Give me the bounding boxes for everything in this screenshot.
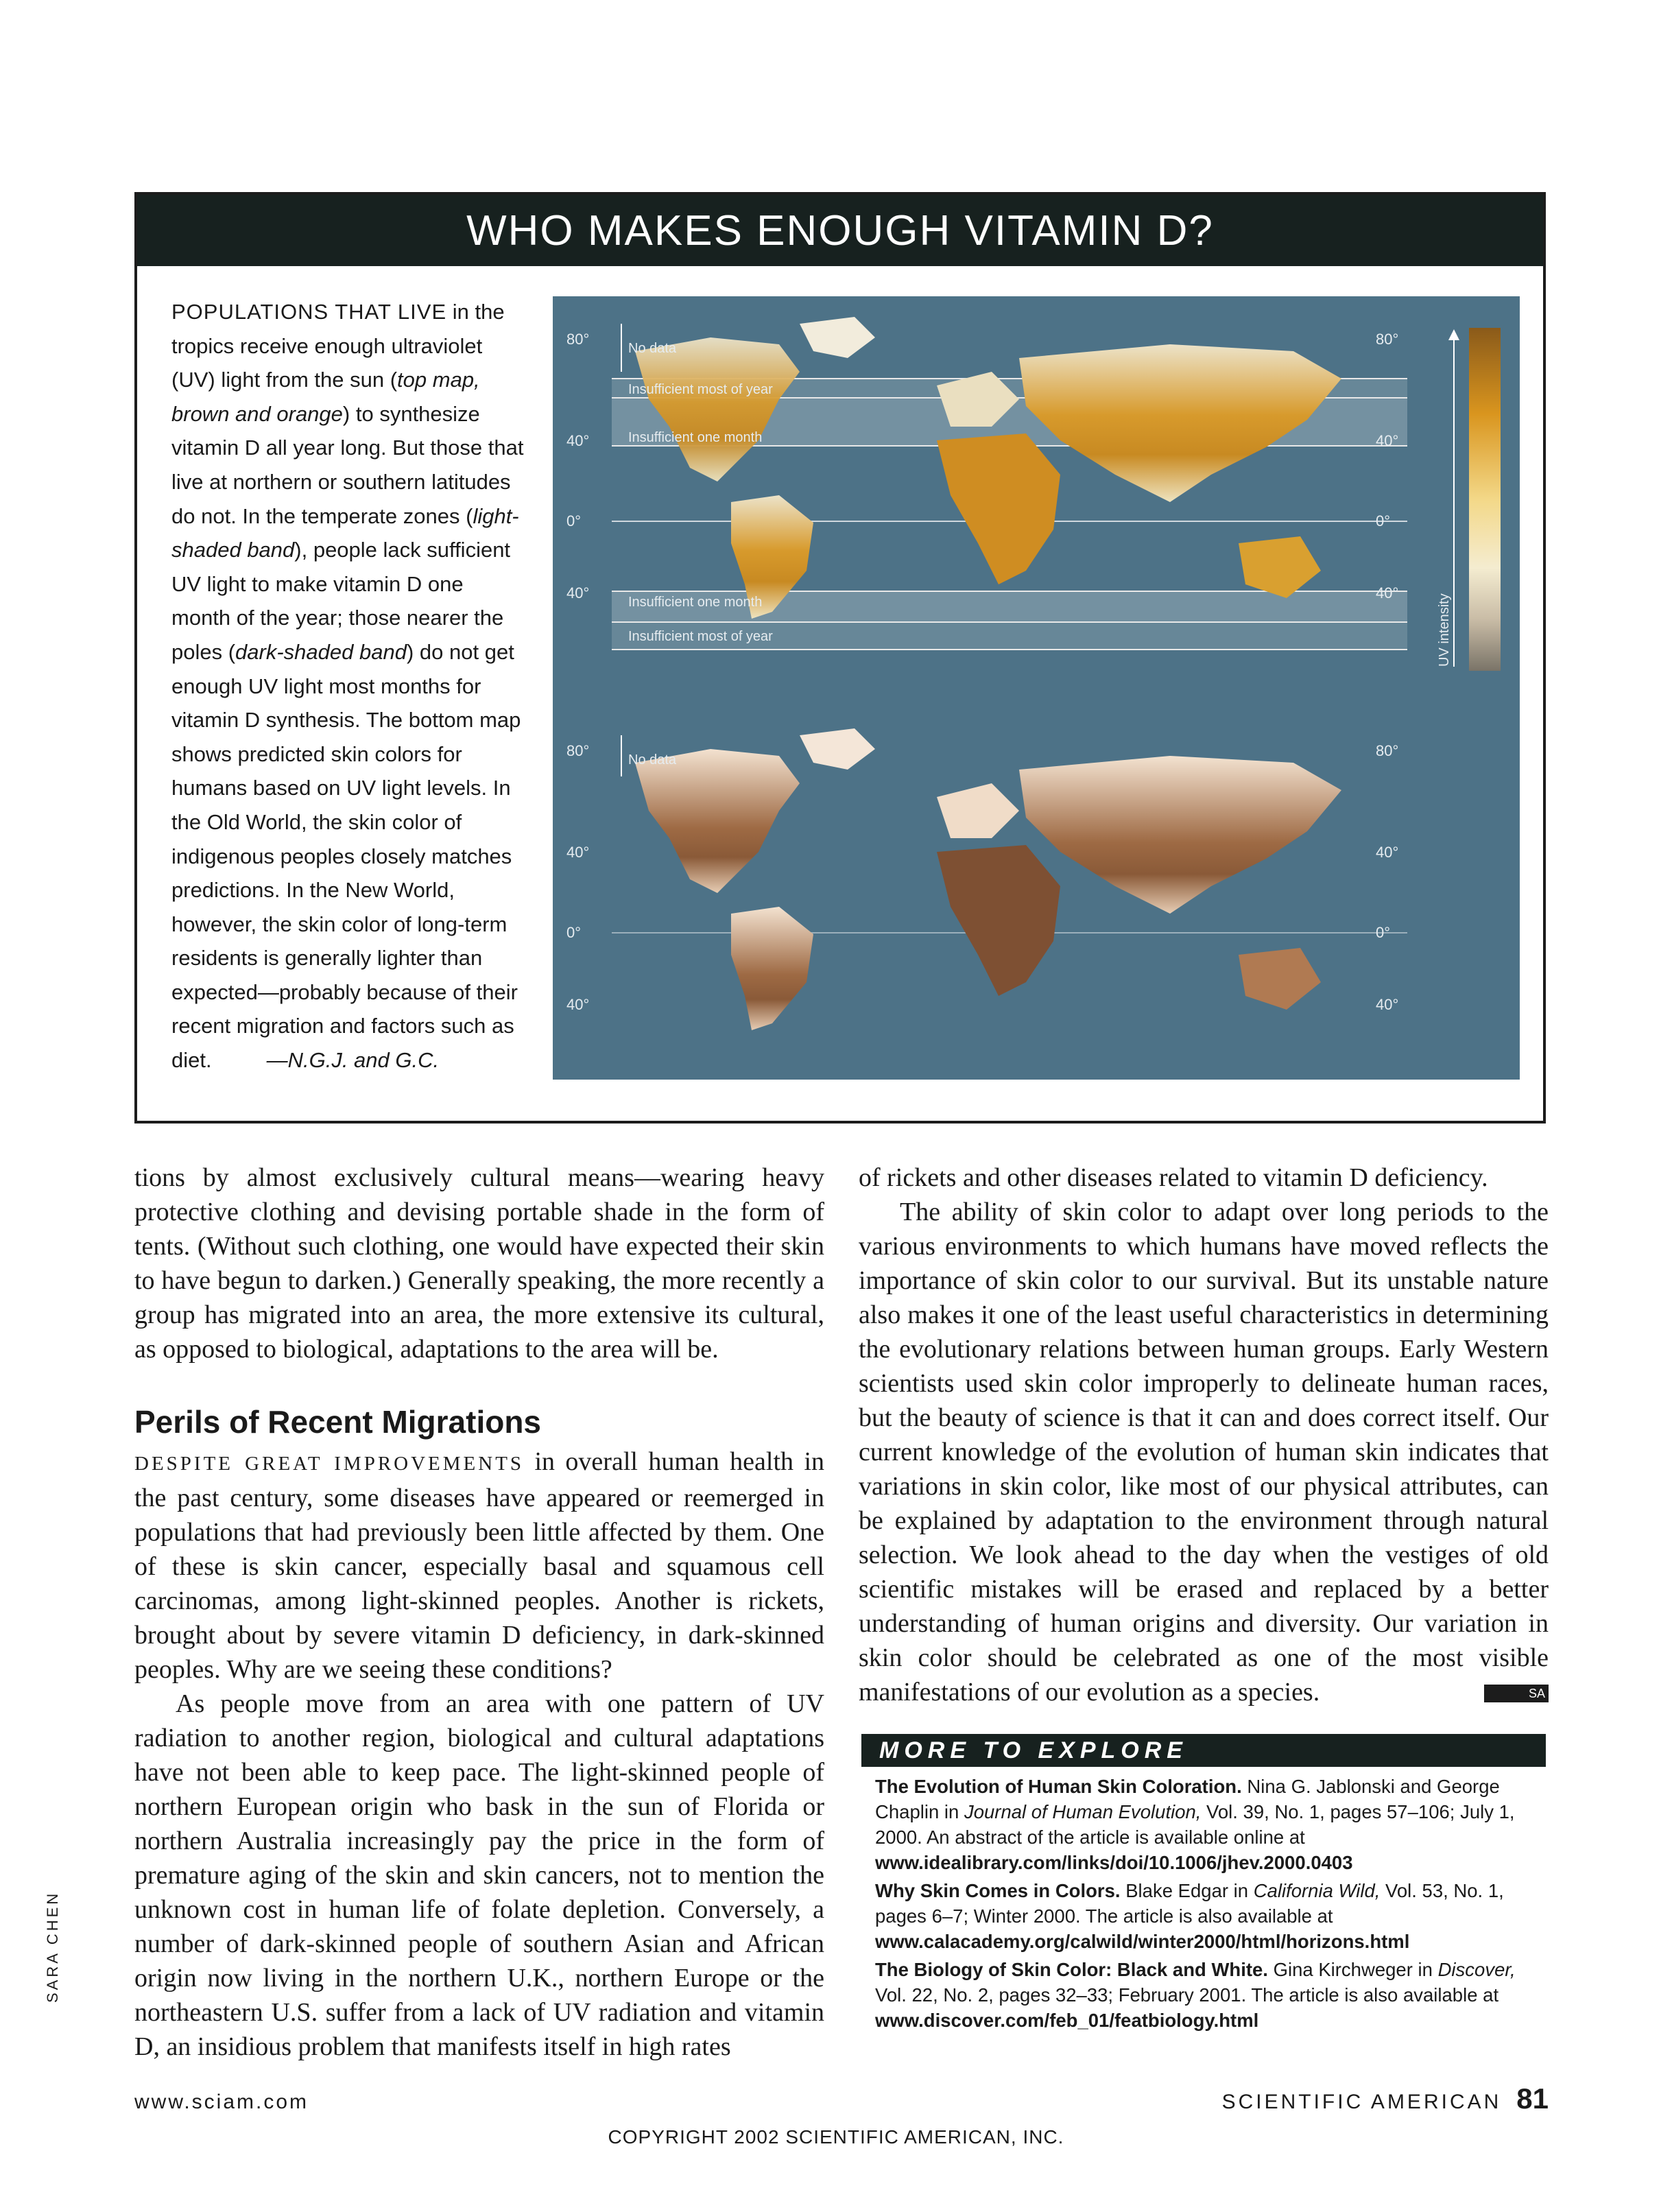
- section-heading: Perils of Recent Migrations: [134, 1404, 542, 1440]
- paragraph-lead: DESPITE GREAT IMPROVEMENTS: [134, 1453, 525, 1475]
- north-america-skin: [635, 749, 800, 893]
- ref-url[interactable]: www.idealibrary.com/links/doi/10.1006/jhev.2000.0403: [875, 1852, 1353, 1873]
- band-label-1: Insufficient most of year: [628, 382, 773, 397]
- top-rlat-40n: 40°: [1376, 432, 1399, 449]
- magazine-name: SCIENTIFIC AMERICAN: [1221, 2091, 1502, 2113]
- left-paragraph-2: [134, 1444, 824, 1687]
- left-paragraph-3: As people move from an area with one pattern of UV radiation to another region, biological and cultural adaptations have not been able to keep pace. The light-skinned people of northern European origin who bask in the sun of Florida or northern Australia increasingly pay the price in the form of premature aging of the skin and skin cancers, not to mention the unknown cost in human life of folate depletion. Conversely, a number of dark-skinned people of southern Asian and African origin now living in the northern U.K., northern Europe or the northeastern U.S. suffer from a lack of UV radiation and vitamin D, an insidious problem that manifests itself in high rates: [134, 1689, 824, 2061]
- top-rlat-0: 0°: [1376, 512, 1391, 530]
- band-label-4: Insufficient most of year: [628, 629, 773, 644]
- page-number: 81: [1516, 2082, 1549, 2115]
- photo-credit: SARA CHEN: [44, 1890, 61, 2003]
- ref-journal: California Wild,: [1253, 1880, 1381, 1901]
- top-lat-40n: 40°: [566, 432, 590, 449]
- right-column: [859, 1161, 1549, 1709]
- footer-magazine: [1222, 2082, 1549, 2115]
- left-paragraph-2-text: in overall human health in the past century, some diseases have appeared or reemerged in populations that had previously been little affected by them. One of these is skin cancer, especially basal and squamous cell carcinomas, among light-skinned peoples. Another is rickets, brought about by severe vitamin D deficiency, in dark-skinned peoples. Why are we seeing these conditions?: [134, 1447, 825, 1684]
- ref-details: Vol. 22, No. 2, pages 32–33; February 2001. The article is also available at: [875, 1984, 1499, 2006]
- asia-skin: [1019, 756, 1341, 914]
- caption-lead: POPULATIONS THAT LIVE: [171, 300, 447, 324]
- bottom-lat-80: 80°: [566, 742, 590, 759]
- right-paragraph-2: [859, 1195, 1549, 1709]
- greenland-skin: [800, 728, 875, 770]
- ref-authors: Nina G. Jablonski and George Chaplin in: [875, 1776, 1500, 1822]
- band-label-3: Insufficient one month: [628, 595, 763, 610]
- top-rlat-40s: 40°: [1376, 584, 1399, 602]
- top-lat-0: 0°: [566, 512, 582, 530]
- reference-item: [875, 1878, 1532, 1954]
- africa: [937, 433, 1060, 584]
- bottom-rlat-40n: 40°: [1376, 844, 1399, 861]
- top-lat-80: 80°: [566, 331, 590, 348]
- bottom-rlat-40s: 40°: [1376, 996, 1399, 1013]
- asia: [1019, 344, 1341, 502]
- footer-site[interactable]: www.sciam.com: [134, 2091, 309, 2113]
- top-map: [566, 317, 1501, 671]
- more-to-explore: [861, 1734, 1546, 2036]
- sidebar-box: [134, 192, 1546, 1123]
- ref-url[interactable]: www.calacademy.org/calwild/winter2000/html/horizons.html: [875, 1931, 1410, 1952]
- ref-title: Why Skin Comes in Colors.: [875, 1880, 1121, 1901]
- greenland: [800, 317, 875, 358]
- world-maps: [553, 296, 1520, 1080]
- bottom-no-data: No data: [628, 752, 677, 768]
- uv-legend-arrowhead: [1448, 329, 1459, 340]
- australia-skin: [1239, 948, 1321, 1010]
- bottom-rlat-0: 0°: [1376, 924, 1391, 941]
- ref-details: Vol. 39, No. 1, pages 57–106; July 1, 2000. An abstract of the article is available online at: [875, 1801, 1515, 1848]
- band-label-2: Insufficient one month: [628, 430, 763, 445]
- bottom-map: [566, 728, 1407, 1030]
- maps-svg: [553, 296, 1520, 1080]
- box-caption: [171, 295, 528, 1078]
- ref-url[interactable]: www.discover.com/feb_01/featbiology.html: [875, 2010, 1259, 2031]
- uv-legend-label: UV intensity: [1437, 593, 1452, 667]
- top-lat-40s: 40°: [566, 584, 590, 602]
- uv-legend-bar: [1469, 328, 1501, 671]
- caption-italic-1: top map, brown and orange: [171, 368, 480, 426]
- caption-text-1: in the tropics receive enough ultraviolet (UV) light from the sun (: [171, 300, 505, 392]
- ref-details: Vol. 53, No. 1, pages 6–7; Winter 2000. The article is also available at: [875, 1880, 1504, 1927]
- reference-list: [861, 1767, 1546, 2033]
- top-rlat-80: 80°: [1376, 331, 1399, 348]
- caption-text-2: ) to synthesize vitamin D all year long. But those that live at northern or southern latitudes do not. In the temperate zones (: [171, 401, 524, 528]
- ref-journal: Discover,: [1437, 1959, 1516, 1980]
- more-to-explore-title: MORE TO EXPLORE: [861, 1734, 1546, 1767]
- bottom-lat-40n: 40°: [566, 844, 590, 861]
- left-paragraph-1: tions by almost exclusively cultural means—wearing heavy protective clothing and devising portable shade in the form of tents. (Without such clothing, one would have expected their skin to have begun to darken.) Generally speaking, the more recently a group has migrated into an area, the more extensive its cultural, as opposed to biological, adaptations to the area will be.: [134, 1163, 824, 1364]
- copyright: COPYRIGHT 2002 SCIENTIFIC AMERICAN, INC.: [608, 2126, 1064, 2148]
- europe-skin: [937, 783, 1019, 838]
- caption-credit: —N.G.J. and G.C.: [266, 1048, 440, 1073]
- australia: [1239, 536, 1321, 598]
- ref-authors: Blake Edgar in: [1120, 1880, 1254, 1901]
- ref-title: The Evolution of Human Skin Coloration.: [875, 1776, 1242, 1797]
- caption-italic-3: dark-shaded band: [235, 639, 407, 664]
- left-column: [134, 1161, 824, 2064]
- africa-skin: [937, 845, 1060, 996]
- end-mark: SA: [1484, 1685, 1549, 1702]
- ref-authors: Gina Kirchweger in: [1267, 1959, 1438, 1980]
- right-paragraph-2-text: The ability of skin color to adapt over long periods to the various environments to which humans have moved reflects the importance of skin color to our survival. But its unstable nature also makes it one of the least useful characteristics in determining the evolutionary relations between human groups. Early Western scientists used skin color improperly to delineate human races, but the beauty of science is that it can and does correct itself. Our current knowledge of the evolution of human skin indicates that variations in skin color, like most of our physical attributes, can be explained by adaptation to the environment through natural selection. We look ahead to the day when the vestiges of old scientific mistakes will be erased and replaced by a better understanding of human origins and diversity. Our variation in skin color should be celebrated as one of the most visible manifestations of our evolution as a species.: [859, 1198, 1549, 1706]
- caption-italic-2: light-shaded band: [171, 503, 519, 562]
- top-no-data: No data: [628, 341, 677, 356]
- caption-text-3: ), people lack sufficient UV light to make vitamin D one month of the year; those nearer the poles (: [171, 538, 511, 664]
- right-paragraph-1: of rickets and other diseases related to vitamin D deficiency.: [859, 1163, 1488, 1192]
- south-america-skin: [731, 907, 813, 1030]
- bottom-rlat-80: 80°: [1376, 742, 1399, 759]
- ref-title: The Biology of Skin Color: Black and White.: [875, 1959, 1268, 1980]
- reference-item: [875, 1774, 1532, 1875]
- box-title: WHO MAKES ENOUGH VITAMIN D?: [137, 195, 1543, 266]
- bottom-lat-40s: 40°: [566, 996, 590, 1013]
- ref-journal: Journal of Human Evolution,: [964, 1801, 1202, 1822]
- bottom-lat-0: 0°: [566, 924, 582, 941]
- reference-item: [875, 1957, 1532, 2033]
- caption-text-4: ) do not get enough UV light most months for vitamin D synthesis. The bottom map shows predicted skin colors for humans based on UV light levels. In the Old World, the skin color of indigenous peoples closely matches predictions. In the New World, however, the skin color of long-term residents is generally lighter than expected—probably because of their recent migration and factors such as diet.: [171, 639, 521, 1073]
